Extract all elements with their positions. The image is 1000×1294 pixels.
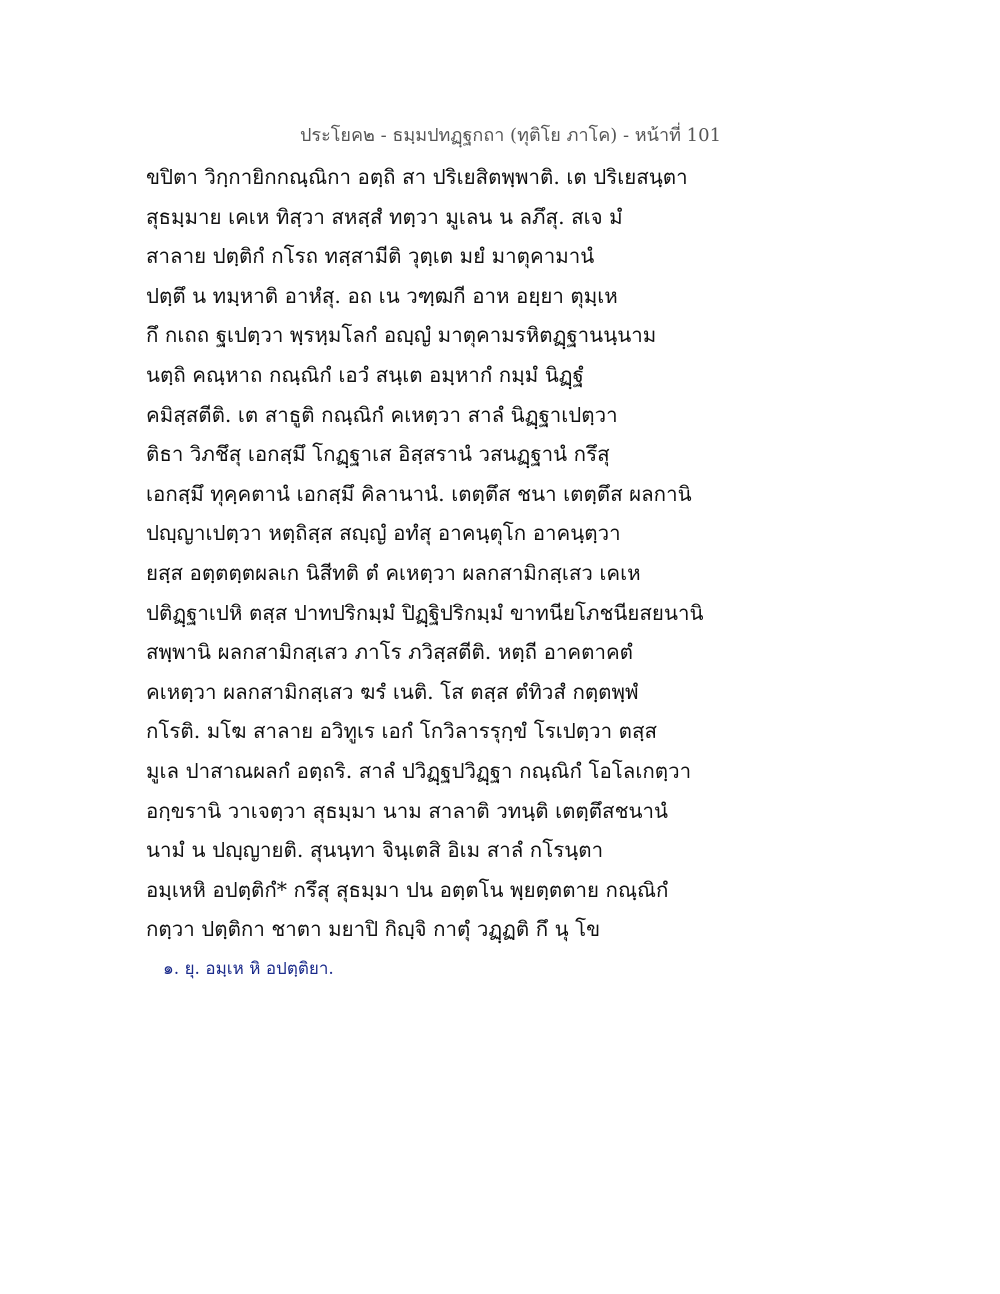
text-line: กตฺวา ปตฺติกา ชาตา มยาปิ กิญฺจิ กาตุํ วฏฺฏติ กึ นุ โข bbox=[146, 917, 601, 942]
text-line: นามํ น ปญฺญายติ. สุนนฺทา จินฺเตสิ อิเม สาลํ กโรนฺตา bbox=[146, 838, 604, 863]
text-line: สาลาย ปตฺติกํ กโรถ ทสฺสามีติ วุตฺเต มยํ มาตุคามานํ bbox=[146, 244, 595, 269]
text-line: เอกสฺมึ ทุคฺคตานํ เอกสฺมึ คิลานานํ. เตตฺตึส ชนา เตตฺตึส ผลกานิ bbox=[146, 481, 692, 506]
text-line: นตฺถิ คณฺหาถ กณฺณิกํ เอวํ สนฺเต อมฺหากํ กมฺมํ นิฏฺฐํ bbox=[146, 362, 584, 387]
text-line: ปติฏฺฐาเปหิ ตสฺส ปาทปริกมฺมํ ปิฏฺฐิปริกมฺมํ ขาทนียโภชนียสยนานิ bbox=[146, 600, 704, 625]
body-text bbox=[146, 158, 866, 950]
text-line: คมิสฺสตีติ. เต สาธูติ กณฺณิกํ คเหตฺวา สาลํ นิฏฺฐาเปตฺวา bbox=[146, 402, 618, 427]
text-line: ยสฺส อตฺตตฺตผลเก นิสีทติ ตํ คเหตฺวา ผลกสามิกสฺเสว เคเห bbox=[146, 560, 641, 585]
running-header: ประโยค๒ - ธมฺมปทฏฺฐกถา (ทุติโย ภาโค) - หน้าที่ 101 bbox=[300, 125, 722, 146]
text-line: กึ กเถถ ฐเปตฺวา พฺรหฺมโลกํ อญฺญํ มาตุคามรหิตฏฺฐานนฺนาม bbox=[146, 323, 657, 348]
text-line: ติธา วิภชึสุ เอกสฺมึ โกฏฺฐาเส อิสฺสรานํ วสนฏฺฐานํ กรึสุ bbox=[146, 442, 610, 467]
text-line: สุธมฺมาย เคเห ทิสฺวา สหสฺสํ ทตฺวา มูเลน น ลภึสุ. สเจ มํ bbox=[146, 204, 623, 229]
text-line: ปญฺญาเปตฺวา หตฺถิสฺส สญฺญํ อทํสุ อาคนฺตุโก อาคนฺตฺวา bbox=[146, 521, 621, 546]
footnote: ๑. ยุ. อมฺเห หิ อปตฺติยา. bbox=[163, 959, 334, 979]
text-line: มูเล ปาสาณผลกํ อตฺถริ. สาลํ ปวิฏฺฐปวิฏฺฐา กณฺณิกํ โอโลเกตฺวา bbox=[146, 758, 692, 783]
text-line: อมฺเหหิ อปตฺติกํ* กรึสุ สุธมฺมา ปน อตฺตโน พฺยตฺตตาย กณฺณิกํ bbox=[146, 877, 669, 902]
text-line: คเหตฺวา ผลกสามิกสฺเสว ฆรํ เนติ. โส ตสฺส ตํทิวสํ กตฺตพฺพํ bbox=[146, 679, 639, 704]
text-line: สพฺพานิ ผลกสามิกสฺเสว ภาโร ภวิสฺสตีติ. หตฺถี อาคตาคตํ bbox=[146, 640, 633, 665]
text-line: อกฺขรานิ วาเจตฺวา สุธมฺมา นาม สาลาติ วทนฺติ เตตฺตึสชนานํ bbox=[146, 798, 669, 823]
text-line: กโรติ. มโฆ สาลาย อวิทูเร เอกํ โกวิลารรุกฺขํ โรเปตฺวา ตสฺส bbox=[146, 719, 657, 744]
text-line: ปตฺตึ น ทมฺหาติ อาหํสุ. อถ เน วฑฺฒกี อาห อยฺยา ตุมฺเห bbox=[146, 283, 618, 308]
text-line: ขปิตา วิกฺกายิกกณฺณิกา อตฺถิ สา ปริเยสิตพฺพาติ. เต ปริเยสนฺตา bbox=[146, 165, 688, 189]
